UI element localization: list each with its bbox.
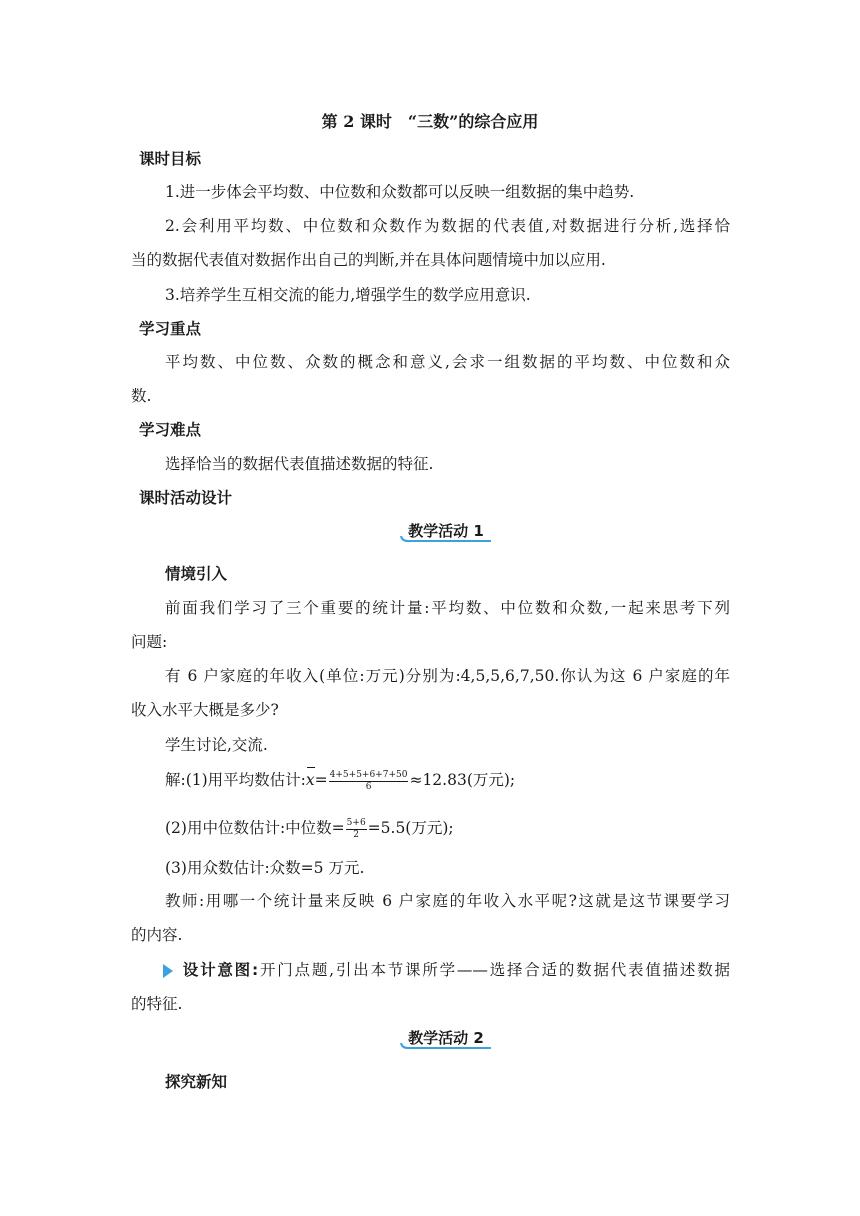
activity2-subheading: 探究新知 [165, 1073, 228, 1091]
median-fraction: $\frac{5+6}{2}$ [346, 817, 366, 840]
difficulties-heading: 学习难点 [139, 421, 202, 439]
activity1-badge [398, 520, 494, 542]
key-points-text: 平均数、中位数、众数的概念和意义,会求一组数据的平均数、中位数和众 [165, 353, 730, 371]
design-intent: 设计意图:开门点题,引出本节课所学——选择合适的数据代表值描述数据 [163, 958, 730, 980]
goals-heading: 课时目标 [139, 150, 202, 168]
mean-symbol: x [305, 771, 315, 789]
difficulties-text: 选择恰当的数据代表值描述数据的特征. [165, 455, 434, 473]
activity1-badge-label: 教学活动 1 [408, 522, 484, 540]
goal-item: 1.进一步体会平均数、中位数和众数都可以反映一组数据的集中趋势. [165, 183, 635, 201]
design-intent: 的特征. [131, 995, 183, 1013]
activity1-intro: 前面我们学习了三个重要的统计量:平均数、中位数和众数,一起来思考下列 [165, 599, 730, 617]
solution-mean: 解:(1)用平均数估计:x= $\frac{4+5+5+6+7+50}{6}$ ≈12.83(万元); [165, 769, 516, 792]
mean-fraction: $\frac{4+5+5+6+7+50}{6}$ [329, 769, 408, 792]
goal-item: 当的数据代表值对数据作出自己的判断,并在具体问题情境中加以应用. [131, 251, 606, 269]
activity1-subheading: 情境引入 [165, 565, 228, 583]
activity1-problem: 收入水平大概是多少? [131, 701, 279, 719]
activity1-intro: 问题: [131, 633, 168, 651]
activity1-problem: 有 6 户家庭的年收入(单位:万元)分别为:4,5,5,6,7,50.你认为这 6 户家庭的年 [165, 667, 730, 685]
activity2-badge-label: 教学活动 2 [408, 1029, 484, 1047]
goal-item: 2.会利用平均数、中位数和众数作为数据的代表值,对数据进行分析,选择恰 [165, 217, 730, 235]
goal-item: 3.培养学生互相交流的能力,增强学生的数学应用意识. [165, 286, 531, 304]
solution-mode: (3)用众数估计:众数=5 万元. [165, 859, 365, 877]
teacher-remark: 的内容. [131, 926, 183, 944]
activity2-badge [398, 1027, 494, 1049]
teacher-remark: 教师:用哪一个统计量来反映 6 户家庭的年收入水平呢?这就是这节课要学习 [165, 892, 730, 910]
solution-median: (2)用中位数估计:中位数= $\frac{5+6}{2}$ =5.5(万元); [165, 817, 454, 840]
key-points-text: 数. [131, 387, 152, 405]
activity-design-heading: 课时活动设计 [139, 489, 233, 507]
key-points-heading: 学习重点 [139, 320, 202, 338]
page-title: 第 2 课时 “三数”的综合应用 [321, 112, 539, 131]
play-arrow-icon [163, 964, 173, 978]
activity1-discussion: 学生讨论,交流. [165, 736, 268, 754]
